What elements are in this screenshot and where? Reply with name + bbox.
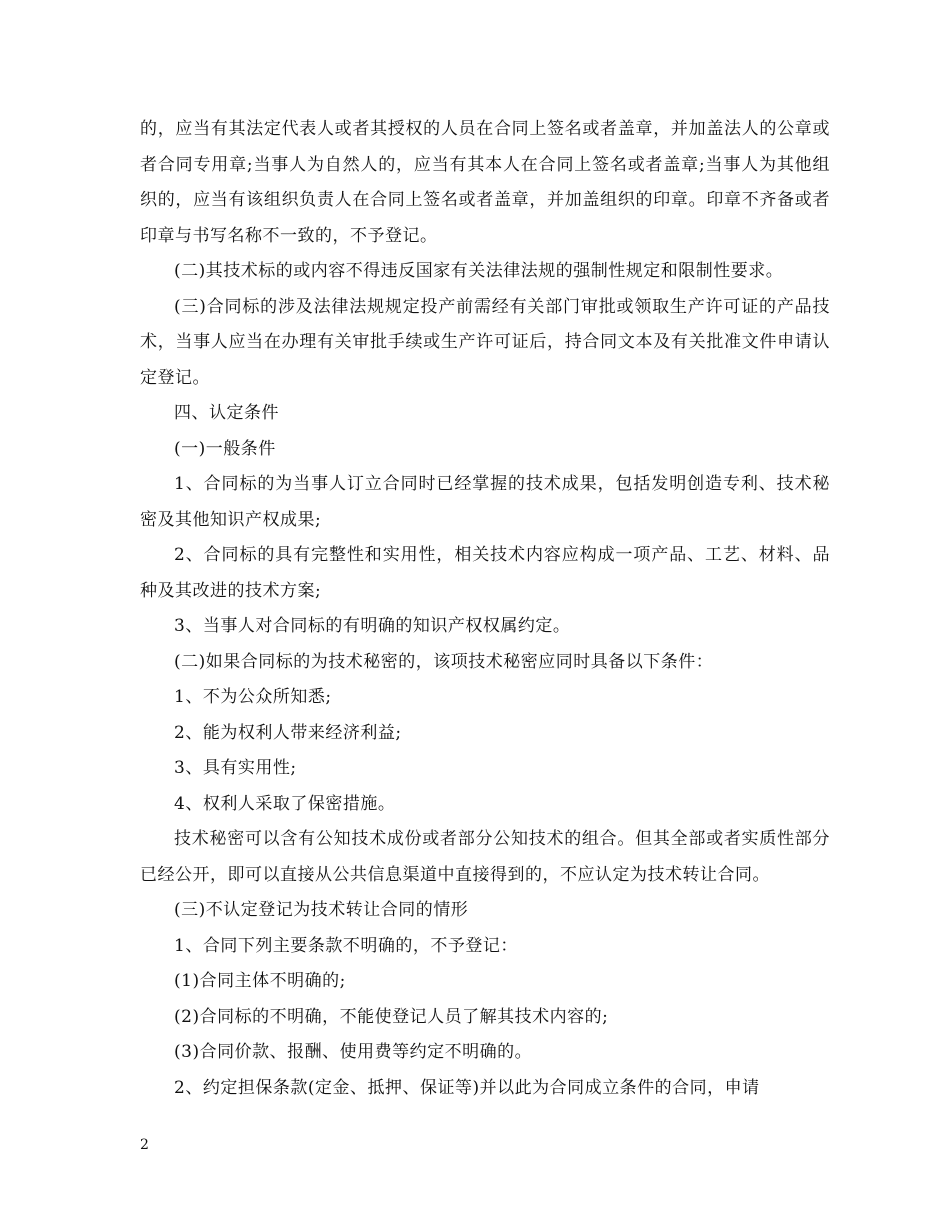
page-number: 2: [140, 1137, 149, 1153]
document-body: [140, 112, 830, 1106]
sub-list-item: (3)合同价款、报酬、使用费等约定不明确的。: [174, 1042, 533, 1062]
paragraph-technical-secret-note: 技术秘密可以含有公知技术成份或者部分公知技术的组合。但其全部或者实质性部分已经公开，即可以直接从公共信息渠道中直接得到的，不应认定为技术转让合同。: [140, 829, 830, 885]
subheading-technical-secret: (二)如果合同标的为技术秘密的，该项技术秘密应同时具备以下条件：: [174, 651, 714, 672]
list-item: 2、约定担保条款(定金、抵押、保证等)并以此为合同成立条件的合同，申请: [174, 1077, 760, 1098]
section-heading-conditions: 四、认定条件: [174, 403, 279, 423]
list-item: 1、合同标的为当事人订立合同时已经掌握的技术成果，包括发明创造专利、技术秘密及其他知识产权成果;: [140, 474, 830, 530]
paragraph-item-3: (三)合同标的涉及法律法规规定投产前需经有关部门审批或领取生产许可证的产品技术，当事人应当在办理有关审批手续或生产许可证后，持合同文本及有关批准文件申请认定登记。: [140, 296, 830, 388]
list-item: 1、不为公众所知悉;: [174, 687, 332, 707]
paragraph-continuation: 的，应当有其法定代表人或者其授权的人员在合同上签名或者盖章，并加盖法人的公章或者合同专用章;当事人为自然人的，应当有其本人在合同上签名或者盖章;当事人为其他组织的，应当有该组织负责人在合同上签名或者盖章，并加盖组织的印章。印章不齐备或者印章与书写名称不一致的，不予登记。: [140, 119, 830, 246]
list-item: 3、当事人对合同标的有明确的知识产权权属约定。: [174, 616, 571, 636]
list-item: 2、合同标的具有完整性和实用性，相关技术内容应构成一项产品、工艺、材料、品种及其改进的技术方案;: [140, 545, 830, 601]
list-item: 1、合同下列主要条款不明确的，不予登记：: [174, 935, 518, 956]
list-item: 3、具有实用性;: [174, 758, 297, 778]
paragraph-item-2: (二)其技术标的或内容不得违反国家有关法律法规的强制性规定和限制性要求。: [174, 261, 784, 281]
subheading-not-registered: (三)不认定登记为技术转让合同的情形: [174, 900, 469, 920]
list-item: 2、能为权利人带来经济利益;: [174, 722, 402, 743]
sub-list-item: (2)合同标的不明确，不能使登记人员了解其技术内容的;: [174, 1006, 609, 1027]
list-item: 4、权利人采取了保密措施。: [174, 793, 396, 814]
subheading-general-conditions: (一)一般条件: [174, 438, 276, 459]
sub-list-item: (1)合同主体不明确的;: [174, 971, 346, 991]
